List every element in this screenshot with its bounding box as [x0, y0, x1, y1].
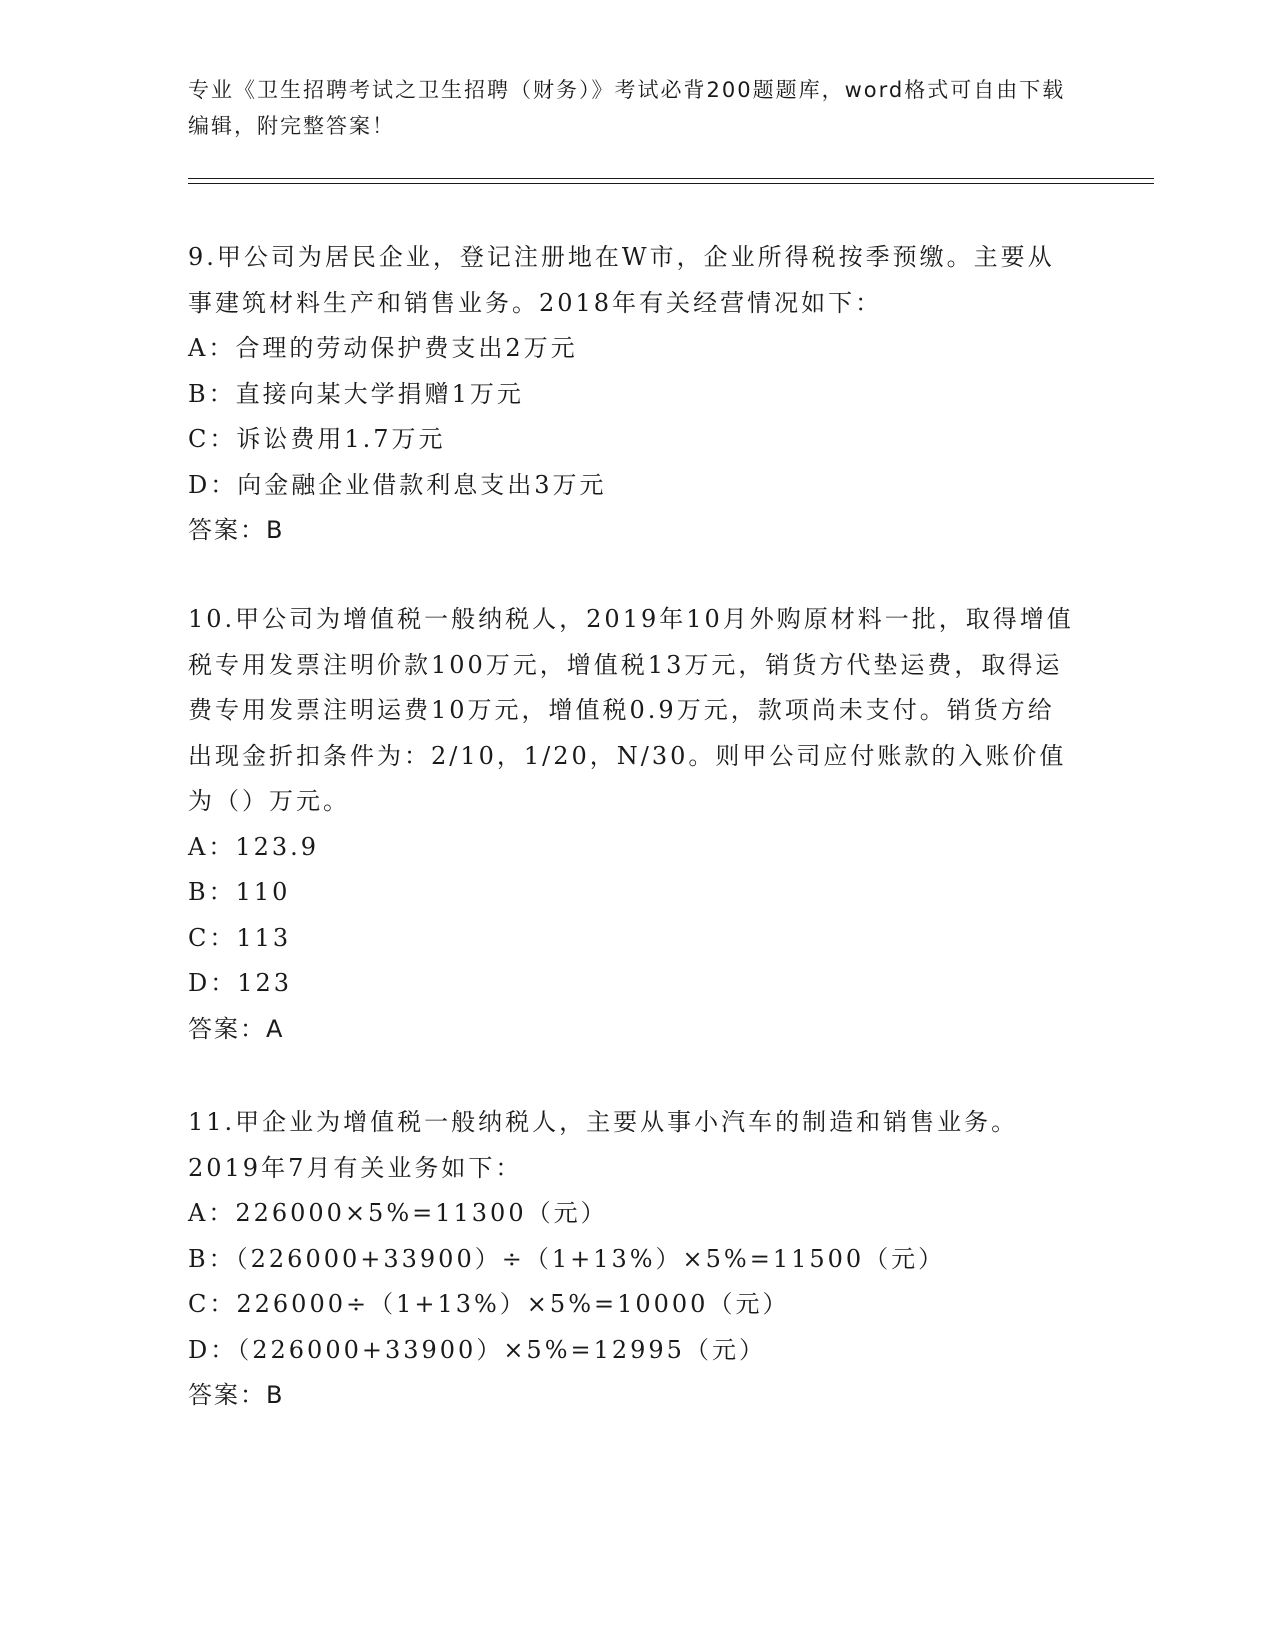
- question-10: [188, 597, 1078, 1052]
- question-11: [188, 1100, 1078, 1419]
- answer: 答案：B: [188, 516, 285, 544]
- header-divider-bottom: [188, 183, 1154, 184]
- question-9: [188, 235, 1078, 554]
- option-c: C：226000÷（1+13%）×5%=10000（元）: [188, 1290, 790, 1318]
- option-b: B：110: [188, 878, 291, 906]
- option-b: B：（226000+33900）÷（1+13%）×5%=11500（元）: [188, 1244, 946, 1273]
- question-stem: 9.甲公司为居民企业，登记注册地在W市，企业所得税按季预缴。主要从事建筑材料生产和销售业务。2018年有关经营情况如下：: [188, 243, 1055, 317]
- option-a: A：123.9: [188, 832, 320, 861]
- question-stem: 11.甲企业为增值税一般纳税人，主要从事小汽车的制造和销售业务。2019年7月有关业务如下：: [188, 1108, 1019, 1182]
- option-b: B：直接向某大学捐赠1万元: [188, 379, 524, 408]
- option-a: A：226000×5%=11300（元）: [188, 1199, 608, 1227]
- header-divider-top: [188, 178, 1154, 179]
- answer: 答案：A: [188, 1014, 285, 1043]
- document-header: 专业《卫生招聘考试之卫生招聘（财务）》考试必背200题题库，word格式可自由下载编辑，附完整答案！: [188, 78, 1066, 138]
- option-c: C：113: [188, 923, 292, 952]
- option-a: A：合理的劳动保护费支出2万元: [188, 334, 578, 362]
- option-d: D：123: [188, 969, 293, 997]
- option-d: D：向金融企业借款利息支出3万元: [188, 470, 607, 499]
- option-d: D：（226000+33900）×5%=12995（元）: [188, 1335, 766, 1364]
- option-c: C：诉讼费用1.7万元: [188, 425, 446, 453]
- answer: 答案：B: [188, 1381, 285, 1409]
- question-stem: 10.甲公司为增值税一般纳税人，2019年10月外购原材料一批，取得增值税专用发票注明价款100万元，增值税13万元，销货方代垫运费，取得运费专用发票注明运费10万元，增值税0.9万元，款项尚未支付。销货方给出现金折扣条件为：2/10，1/20，N/30。则甲公司应付账款的入账价值为（）万元。: [188, 605, 1074, 815]
